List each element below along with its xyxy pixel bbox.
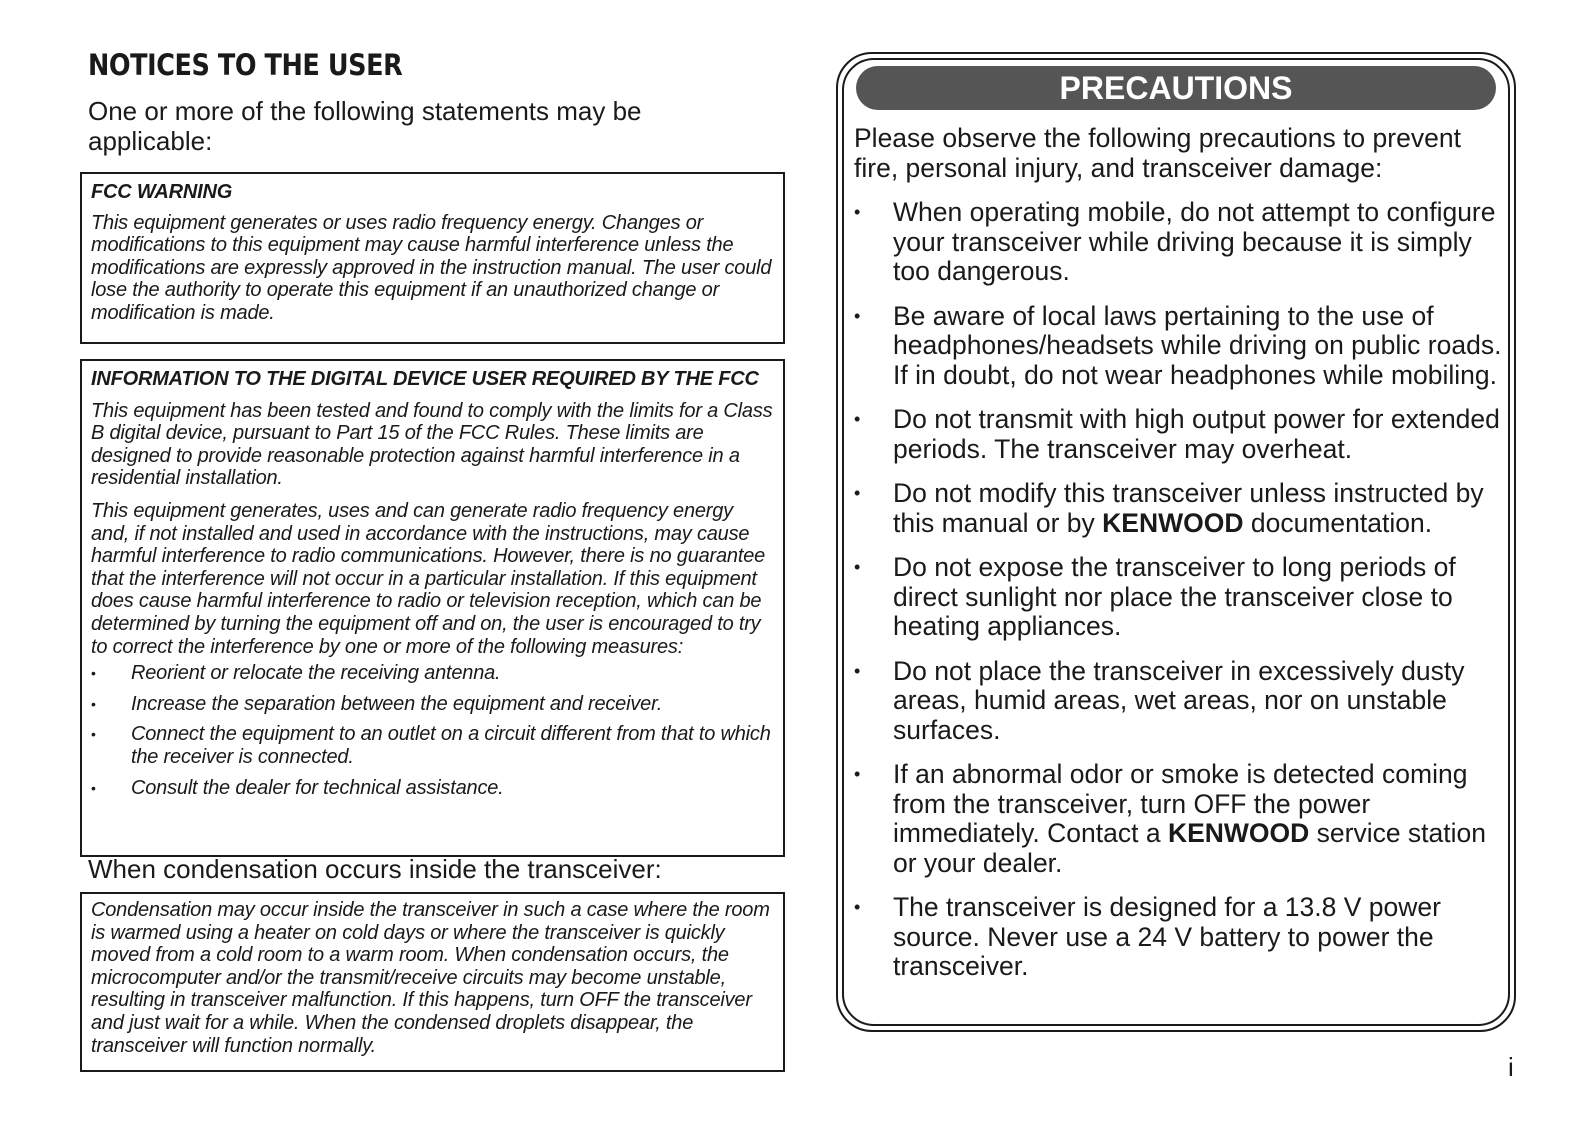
fcc-warning-heading: FCC WARNING bbox=[91, 181, 233, 203]
measure-item: • Connect the equipment to an outlet on a circuit different from that to which the receiver is connected. bbox=[91, 723, 774, 768]
precaution-text: If an abnormal odor or smoke is detected coming from the transceiver, turn OFF the power immediately. Contact a bbox=[893, 759, 1468, 848]
precaution-item: • The transceiver is designed for a 13.8 V power source. Never use a 24 V battery to power the transceiver. bbox=[854, 893, 1510, 982]
condensation-text: Condensation may occur inside the transceiver in such a case where the room is warmed using a heater on cold days or where the transceiver is quickly moved from a cold room to a warm room. When condensation occurs, the microcomputer and/or the transmit/receive circuits may become unstable, resulting in transceiver malfunction. If this happens, turn OFF the transceiver and just wait for a while. When the condensed droplets disappear, the transceiver will function normally. bbox=[91, 899, 770, 1057]
precaution-text: documentation. bbox=[1243, 507, 1433, 538]
digital-device-box bbox=[80, 359, 785, 857]
precautions-title: PRECAUTIONS bbox=[856, 66, 1496, 110]
brand-name: KENWOOD bbox=[1102, 507, 1244, 538]
precaution-item: • Be aware of local laws pertaining to the use of headphones/headsets while driving on public roads. If in doubt, do not wear headphones while mobiling. bbox=[854, 302, 1510, 391]
page-number: i bbox=[1508, 1052, 1514, 1082]
precaution-item: • Do not transmit with high output power for extended periods. The transceiver may overheat. bbox=[854, 405, 1510, 464]
fcc-warning-box bbox=[80, 172, 785, 344]
notices-intro: One or more of the following statements may be applicable: bbox=[88, 96, 642, 156]
measure-item: • Reorient or relocate the receiving antenna. bbox=[91, 662, 774, 685]
precaution-item bbox=[854, 760, 1510, 878]
precaution-text: service station or your dealer. bbox=[893, 818, 1487, 878]
condensation-box bbox=[80, 892, 785, 1072]
brand-name: KENWOOD bbox=[1167, 818, 1310, 848]
condensation-heading: When condensation occurs inside the transceiver: bbox=[88, 854, 662, 884]
precaution-item: • Do not place the transceiver in excessively dusty areas, humid areas, wet areas, nor on unstable surfaces. bbox=[854, 657, 1510, 746]
digital-device-para-2: This equipment generates, uses and can generate radio frequency energy and, if not installed and used in accordance with the instructions, may cause harmful interference to radio communications. However, there is no guarantee that the interference will not occur in a particular installation. If this equipment does cause harmful interference to radio or television reception, which can be determined by turning the equipment off and on, the user is encouraged to try to correct the interference by one or more of the following measures: bbox=[91, 499, 766, 658]
precaution-text: Do not modify this transceiver unless instructed by this manual or by bbox=[893, 478, 1484, 538]
precautions-intro: Please observe the following precautions to prevent fire, personal injury, and transceiver damage: bbox=[854, 123, 1461, 183]
digital-device-heading: INFORMATION TO THE DIGITAL DEVICE USER REQUIRED BY THE FCC bbox=[91, 368, 759, 390]
measures-list bbox=[91, 662, 774, 799]
precaution-item: • When operating mobile, do not attempt to configure your transceiver while driving because it is simply too dangerous. bbox=[854, 198, 1510, 287]
precautions-list bbox=[854, 198, 1510, 997]
measure-item: • Increase the separation between the equipment and receiver. bbox=[91, 693, 774, 716]
measure-item: • Consult the dealer for technical assistance. bbox=[91, 777, 774, 800]
notices-title: NOTICES TO THE USER bbox=[88, 48, 403, 82]
precaution-item bbox=[854, 479, 1510, 538]
precautions-panel bbox=[836, 52, 1516, 1032]
digital-device-para-1: This equipment has been tested and found to comply with the limits for a Class B digital device, pursuant to Part 15 of the FCC Rules. These limits are designed to provide reasonable protection against harmful interference in a residential installation. bbox=[91, 399, 773, 490]
precaution-item: • Do not expose the transceiver to long periods of direct sunlight nor place the transceiver close to heating appliances. bbox=[854, 553, 1510, 642]
fcc-warning-text: This equipment generates or uses radio frequency energy. Changes or modifications to this equipment may cause harmful interference unless the modifications are expressly approved in the instruction manual. The user could lose the authority to operate this equipment if an unauthorized change or modification is made. bbox=[91, 211, 772, 324]
